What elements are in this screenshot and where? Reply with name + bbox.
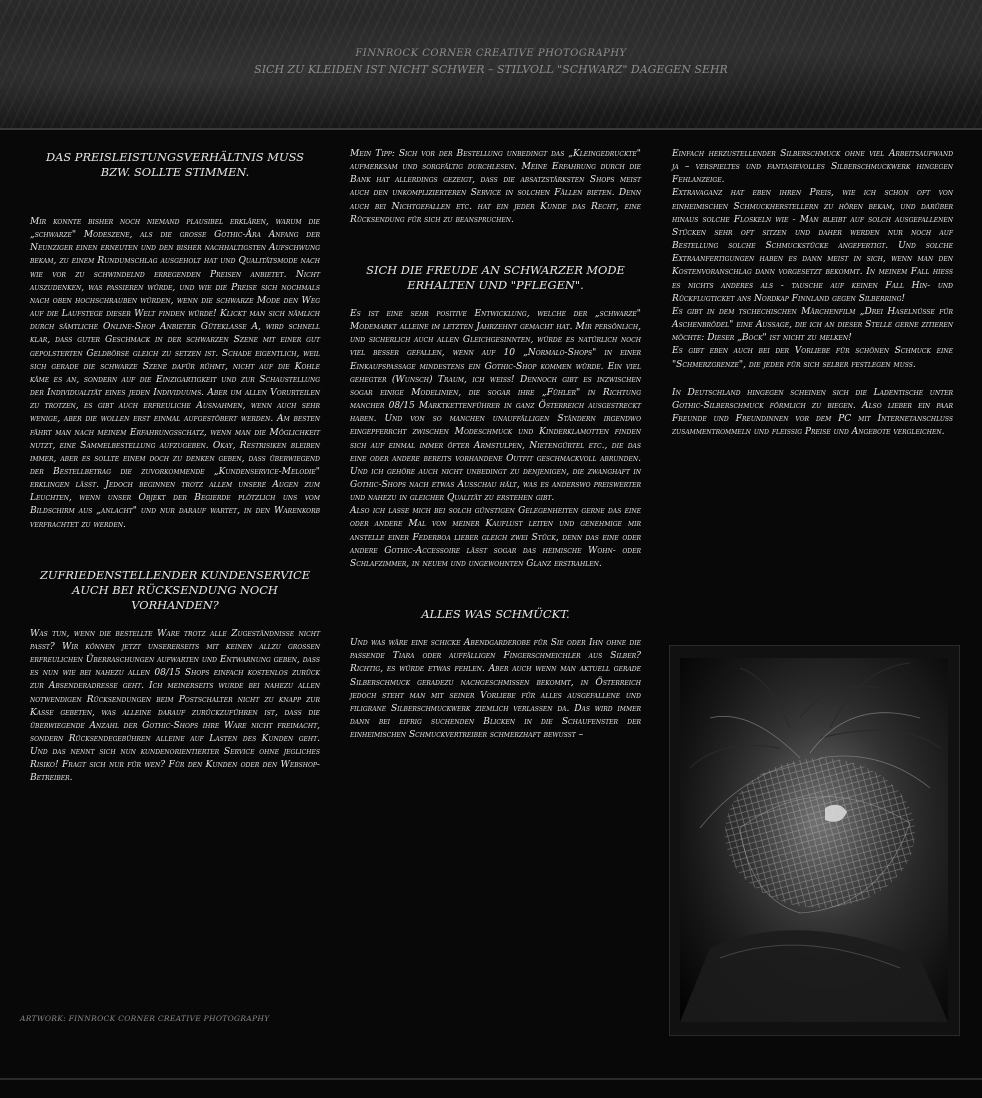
section-heading-price: DAS PREISLEISTUNGSVERHÄLTNIS MUSS BZW. SOLLTE STIMMEN. [46, 150, 304, 179]
paragraph-price: Mir konnte bisher noch niemand plausibel erklären, warum die „schwarze" Modeszene, als die große Gothic-Ära Anfang der Neunziger einen erneuten und den bisher nachhaltigsten Aufschwung bekam, zu einem Rundumschlag ausgeholt hat und Qualitätsmode nach wie vor zu schwindelnd erregenden Preisen anbietet. Nicht auszudenken, was passieren würde, und wie die Preise sich nochmals nach oben hochschrauben würden, wenn die schwarze Mode den Weg auf die Laufstege dieser Welt finden würde! Klickt man sich nämlich durch sämtliche Online-Shop Anbieter Güteklasse A, wird schnell klar, dass guter Geschmack in der schwarzen Szene mit einer gut gepolsterten Geldbörse gleich zu setzen ist. Schade eigentlich, weil sich gerade die schwarze Szene dafür rühmt, nicht auf die Kohle käme es an, sondern auf die Einzigartigkeit und zur Schaustellung der Individualität eines jeden Individuums. Aber um allen Vorurteilen zu trotzen, es gibt auch erfreuliche Ausnahmen, wenn auch sehr wenige, aber die wollen erst einmal aufgestöbert werden. Am besten fährt man nach meinem Erfahrungsschatz, wenn man die Möglichkeit nutzt, eine Sammelbestellung aufzugeben. Okay, Restrisiken bleiben immer, aber es sollte einem doch zu denken geben, dass überwiegend der Bestellbetrag die zuvorkommende „Kundenservice-Melodie" erklingen lässt. Jedoch beginnen trotz allem unsere Augen zum Leuchten, wenn unser Objekt der Begierde plötzlich uns vom Bildschirm aus „anlacht" und nur darauf wartet, in den Warenkorb verfrachtet zu werden. [30, 217, 320, 530]
paragraph-joy: Es ist eine sehr positive Entwicklung, welche der „schwarze" Modemarkt alleine im letzten Jahrzehnt gemacht hat. Mir persönlich, und sicherlich auch allen Gleichgesinnten, würde es natürlich noch viel besser gefallen, wenn auf 10 „Normalo-Shops" in einer Einkaufspassage mindestens ein Gothic-Shop kommen würde. Ein viel gehegter (Wunsch) Traum, ich weiss! Dennoch gibt es inzwischen sogar einige Modelinien, die sogar ihre „Fühler" in Richtung mancher 08/15 Marktkettenführer in ganz Österreich ausgestreckt haben. Und von so manchen unauffälligen Ständern irgendwo eingepferrcht zwischen Modeschmuck und Kinderklamotten finden sich auf einmal immer öfter Armstulpen, Nietengürtel etc., die das eine oder andere bereits vorhandene Outfit geschmackvoll abrunden. Und ich gehöre auch nicht unbedingt zu denjenigen, die zwanghaft in Gothic-Shops nach etwas Ausschau hält, was es anderswo preiswerter und nahezu in gleicher Qualität zu erstehen gibt. [350, 308, 641, 504]
paragraph-joy-2: Also ich lasse mich bei solch günstigen Gelegenheiten gerne das eine oder andere Mal von meiner Kauflust leiten und genehmige mir anstelle einer Federboa lieber gleich zwei Stück, denn das eine oder andere Gothic-Accessoire lässt sogar das heimische Wohn- oder Schlafzimmer, in neuem und ungewohnten Glanz erstrahlen. [350, 506, 641, 569]
article-column-3 [672, 148, 953, 439]
paragraph-pain-limit: Es gibt eben auch bei der Vorliebe für schönen Schmuck eine "Schmerzgrenze", die jeder für sich selber festlegen muss. [672, 346, 953, 370]
site-subtitle: SICH ZU KLEIDEN IST NICHT SCHWER – STILVOLL "SCHWARZ" DAGEGEN SEHR [254, 63, 728, 76]
section-heading-joy: SICH DIE FREUDE AN SCHWARZER MODE ERHALTEN UND "PFLEGEN". [366, 262, 625, 292]
feather-veil-illustration [680, 658, 948, 1022]
paragraph-extravagance: Extravaganz hat eben ihren Preis, wie ich schon oft von einheimischen Schmuckherstellern zu hören bekam, und darüber hinaus solche Floskeln wie - Man bleibt auf solch ausgefallenen Stücken sehr oft sitzen und daher werden nur noch auf Bestellung solche Schmuckstücke angefertigt. Und solche Extraanfertigungen haben es dann meist in sich, wenn man den Kostenvoranschlag dann vorgesetzt bekommt. In meinem Fall hiess es nichts anderes als - tausche auf keinen Fall Hin- und Rückflugticket ans Nordkap Finnland gegen Silberring! [672, 188, 953, 304]
site-title: FINNROCK CORNER CREATIVE PHOTOGRAPHY [355, 48, 627, 59]
header-banner [0, 0, 982, 130]
paragraph-tip: Mein Tipp: Sich vor der Bestellung unbedingt das „Kleingedruckte" aufmerksam und sorgfältig durchlesen. Meine Erfahrung durch die Bank hat allerdings gezeigt, dass die absatzstärksten Shops meist auch den unkomplizierteren Service in solchen Fällen bieten. Denn auch bei Nichtgefallen etc. hat ein jeder Kunde das Recht, eine Rücksendung für sich zu beanspruchen. [350, 149, 641, 225]
article-column-2 [350, 148, 641, 742]
paragraph-germany: In Deutschland hingegen scheinen sich die Ladentische unter Gothic-Silberschmuck förmlich zu biegen. Also lieber ein paar Freunde und Freundinnen vor dem PC mit Internetanschluss zusammentrommeln und fleissig Preise und Angebote vergleichen. [672, 387, 953, 438]
footer-divider [0, 1078, 982, 1080]
photo-caption: ARTWORK: FINNROCK CORNER CREATIVE PHOTOGRAPHY [20, 1014, 270, 1023]
section-heading-service: ZUFRIEDENSTELLENDER KUNDENSERVICE AUCH BEI RÜCKSENDUNG NOCH VORHANDEN? [39, 567, 311, 612]
article-column-1 [30, 150, 320, 786]
section-heading-jewelry: ALLES WAS SCHMÜCKT. [421, 607, 570, 622]
paragraph-fairytale: Es gibt in dem tschechischen Märchenfilm „Drei Haselnüsse für Aschenbrödel" eine Aussage, die ich an dieser Stelle gerne zitieren möchte: Dieser „Bock" ist nicht zu melken! [672, 306, 953, 344]
paragraph-simple-silver: Einfach herzustellender Silberschmuck ohne viel Arbeitsaufwand ja – verspieltes und fantasievolles Silberschmuckwerk hingegen Fehlanzeige. [672, 149, 953, 186]
artwork-image [680, 658, 948, 1022]
artwork-photo [669, 645, 960, 1036]
paragraph-jewelry: Und was wäre eine schicke Abendgarderobe für Sie oder Ihn ohne die passende Tiara oder auffälligen Fingerschmeichler aus Silber? Richtig, es würde etwas fehlen. Aber auch wenn man aktuell gerade Silberschmuck geradezu nachgeschmissen bekommt, in Österreich jedoch steht man mit seiner Vorliebe für alles ausgefallene und filigrane Silberschmuckwerk ziemlich verlassen da. Das wird immer dann bei eifrig suchenden Blicken in die Schaufenster der einheimischen Schmuckvertreiber schmerzhaft bewusst – [350, 638, 641, 741]
paragraph-service: Was tun, wenn die bestellte Ware trotz alle Zugeständnisse nicht passt? Wir können jetzt unsererseits mit keinen allzu grossen erfreulichen Überraschungen aufwarten und Entwarnung geben, dass es nun wie bei nahezu allen 08/15 Shops einfach kostenlos zurück zur Absenderadresse geht. Ich meinerseits wurde bei nahezu allen notwendigen Rücksendungen beim Postschalter nicht zu knapp zur Kasse gebeten, was alleine darauf zurückzuführen ist, dass die überwiegende Anzahl der Gothic-Shops ihre Ware nicht freimacht, sondern Rücksendegebühren alleine auf Lasten des Kunden geht. Und das nennt sich nun kundenorientierter Service ohne jegliches Risiko! Fragt sich nur für wen? Für den Kunden oder den Webshop-Betreiber. [30, 628, 320, 784]
